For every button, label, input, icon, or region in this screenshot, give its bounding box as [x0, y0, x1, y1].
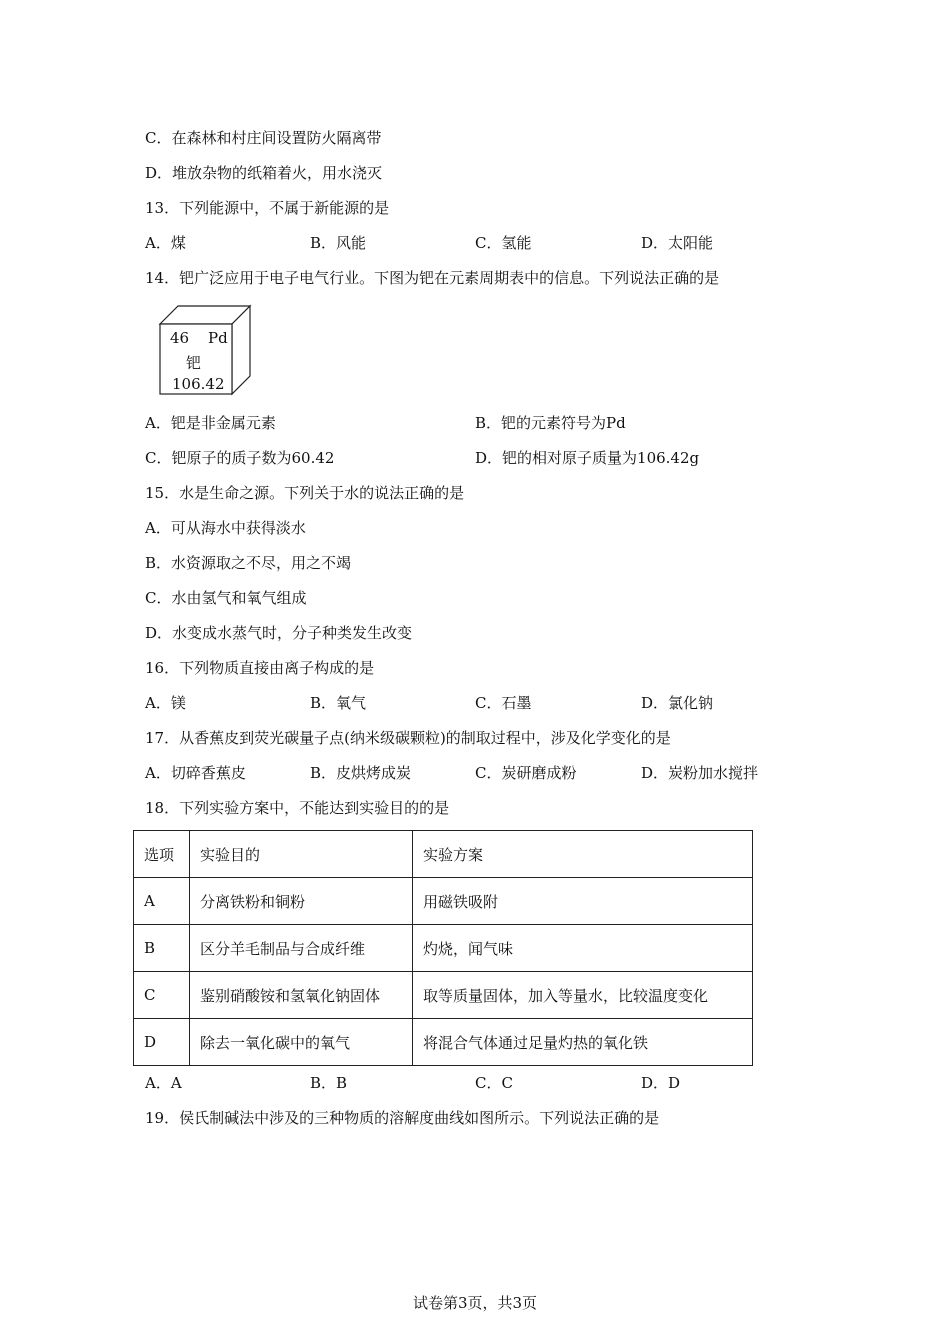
- q13-stem: 13．下列能源中，不属于新能源的是: [145, 199, 390, 217]
- table-cell: 鉴别硝酸铵和氢氧化钠固体: [190, 972, 413, 1019]
- table-header-row: [134, 831, 753, 878]
- table-cell: 取等质量固体，加入等量水，比较温度变化: [413, 972, 753, 1019]
- q13-options: [145, 233, 845, 253]
- q17-options: [145, 763, 845, 783]
- page-footer: 试卷第3页，共3页: [412, 1294, 538, 1312]
- q12-option-c: C．在森林和村庄间设置防火隔离带: [145, 129, 382, 147]
- q15-stem: 15．水是生命之源。下列关于水的说法正确的是: [145, 484, 465, 502]
- q18-option-b: B．B: [310, 1074, 348, 1092]
- q15-option-d: D．水变成水蒸气时，分子种类发生改变: [145, 624, 413, 642]
- q14-option-a: A．钯是非金属元素: [145, 414, 276, 432]
- q16-option-a: A．镁: [145, 694, 186, 712]
- table-cell: A: [134, 878, 190, 925]
- q18-option-c: C．C: [475, 1074, 513, 1092]
- table-cell: 区分羊毛制品与合成纤维: [190, 925, 413, 972]
- q14-options-row2: [145, 448, 845, 468]
- table-cell: B: [134, 925, 190, 972]
- q17-stem: 17．从香蕉皮到荧光碳量子点(纳米级碳颗粒)的制取过程中，涉及化学变化的是: [145, 729, 671, 747]
- q13-option-a: A．煤: [145, 234, 186, 252]
- q18-option-a: A．A: [145, 1074, 182, 1092]
- q12-option-d: D．堆放杂物的纸箱着火，用水浇灭: [145, 164, 383, 182]
- q13-option-b: B．风能: [310, 234, 367, 252]
- experiment-table: [133, 830, 753, 1066]
- q15-option-c: C．水由氢气和氧气组成: [145, 589, 307, 607]
- table-cell: 分离铁粉和铜粉: [190, 878, 413, 925]
- q14-stem: 14．钯广泛应用于电子电气行业。下图为钯在元素周期表中的信息。下列说法正确的是: [145, 269, 720, 287]
- table-cell: D: [134, 1019, 190, 1066]
- q14-option-b: B．钯的元素符号为Pd: [475, 414, 626, 432]
- table-cell: 灼烧，闻气味: [413, 925, 753, 972]
- q14-options-row1: [145, 413, 845, 433]
- table-row: [134, 1019, 753, 1066]
- q17-option-c: C．炭研磨成粉: [475, 764, 577, 782]
- table-row: [134, 925, 753, 972]
- q16-options: [145, 693, 845, 713]
- q13-option-d: D．太阳能: [641, 234, 714, 252]
- q17-option-b: B．皮烘烤成炭: [310, 764, 412, 782]
- table-row: [134, 972, 753, 1019]
- table-header-cell: 实验方案: [413, 831, 753, 878]
- q16-stem: 16．下列物质直接由离子构成的是: [145, 659, 375, 677]
- atomic-number: 46: [170, 329, 190, 347]
- element-symbol: Pd: [208, 329, 228, 347]
- table-header-cell: 实验目的: [190, 831, 413, 878]
- table-cell: 将混合气体通过足量灼热的氧化铁: [413, 1019, 753, 1066]
- q15-option-a: A．可从海水中获得淡水: [145, 519, 306, 537]
- table-row: [134, 878, 753, 925]
- q15-option-b: B．水资源取之不尽，用之不竭: [145, 554, 352, 572]
- table-cell: 用磁铁吸附: [413, 878, 753, 925]
- palladium-element-card: [158, 304, 252, 396]
- q17-option-d: D．炭粉加水搅拌: [641, 764, 759, 782]
- element-name: 钯: [186, 354, 202, 372]
- table-header-cell: 选项: [134, 831, 190, 878]
- table-cell: C: [134, 972, 190, 1019]
- q14-option-c: C．钯原子的质子数为60.42: [145, 449, 335, 467]
- q16-option-b: B．氧气: [310, 694, 367, 712]
- q17-option-a: A．切碎香蕉皮: [145, 764, 246, 782]
- q13-option-c: C．氢能: [475, 234, 532, 252]
- q14-option-d: D．钯的相对原子质量为106.42g: [475, 449, 700, 467]
- q18-stem: 18．下列实验方案中，不能达到实验目的的是: [145, 799, 450, 817]
- q18-option-d: D．D: [641, 1074, 681, 1092]
- q16-option-c: C．石墨: [475, 694, 532, 712]
- atomic-mass: 106.42: [172, 375, 225, 393]
- q16-option-d: D．氯化钠: [641, 694, 714, 712]
- table-cell: 除去一氧化碳中的氧气: [190, 1019, 413, 1066]
- q19-stem: 19．侯氏制碱法中涉及的三种物质的溶解度曲线如图所示。下列说法正确的是: [145, 1109, 660, 1127]
- q18-options: [145, 1073, 845, 1093]
